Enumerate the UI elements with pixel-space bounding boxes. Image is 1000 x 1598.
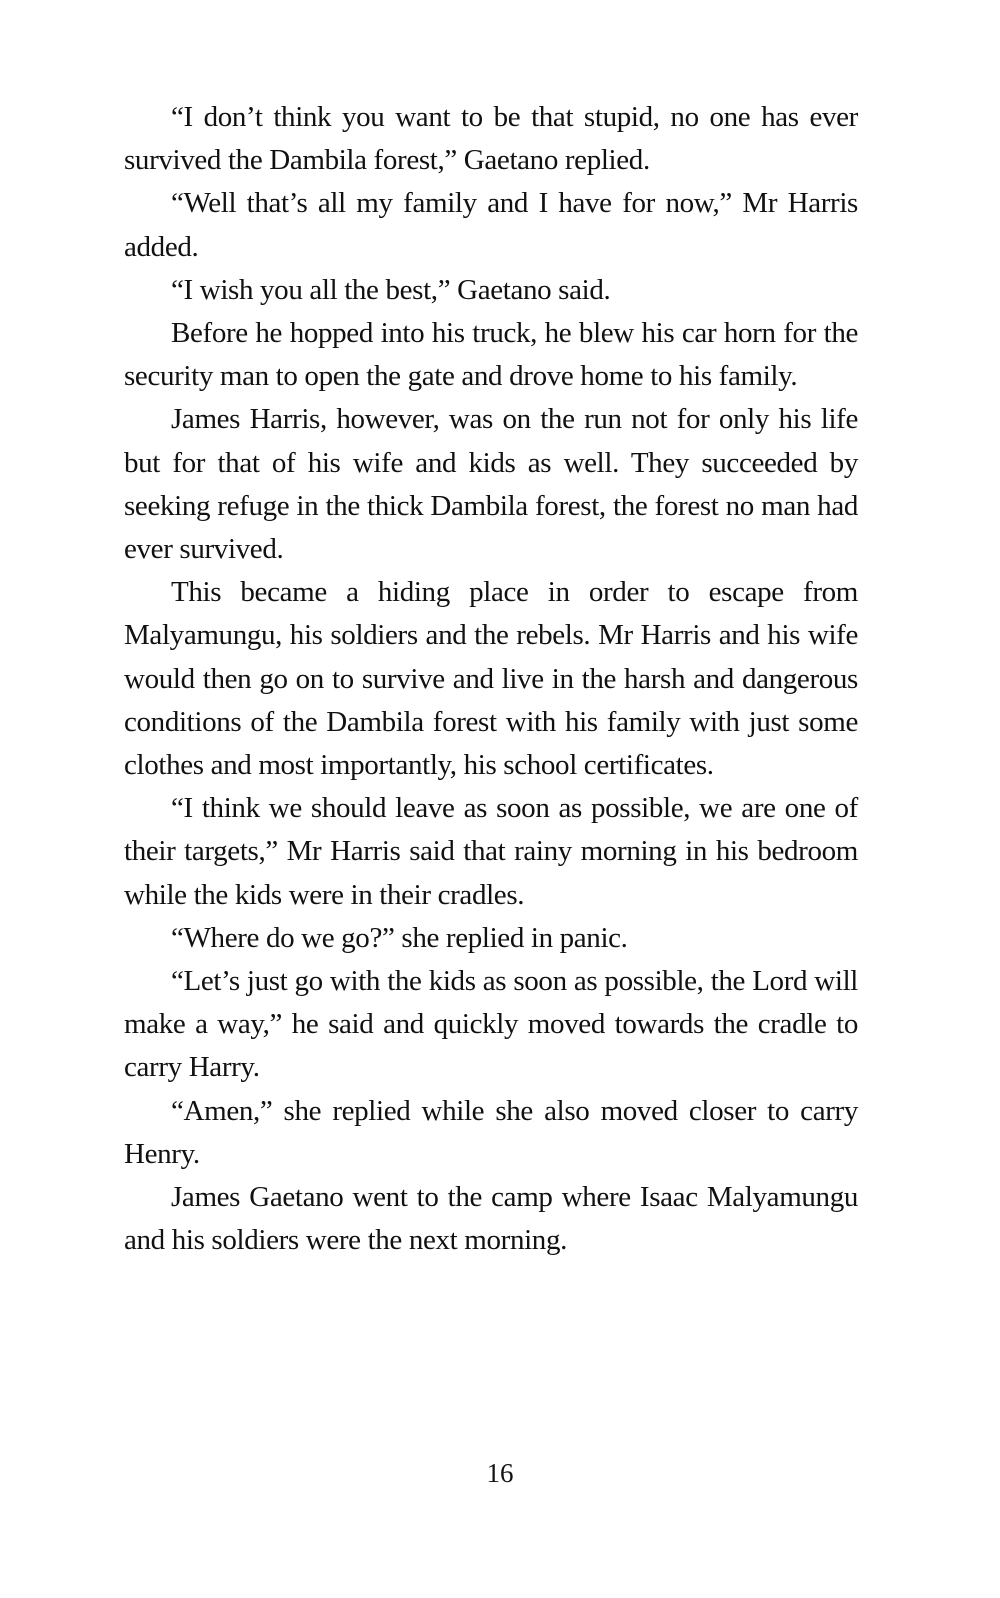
paragraph: James Harris, however, was on the run not for only his life but for that of his wife and kids as well. They succeeded by seeking refuge in the thick Dambila forest, the forest no man had ever survived. bbox=[124, 403, 858, 566]
page-number: 16 bbox=[486, 1458, 514, 1488]
paragraph: “Where do we go?” she replied in panic. bbox=[171, 921, 628, 954]
paragraph: This became a hiding place in order to escape from Malyamungu, his soldiers and the rebels. Mr Harris and his wife would then go on to survive and live in the harsh and dangerous conditions of the Dambila forest with his family with just some clothes and most importantly, his school certificates. bbox=[124, 576, 858, 782]
paragraph: Before he hopped into his truck, he blew his car horn for the security man to open the gate and drove home to his family. bbox=[124, 317, 858, 393]
page-body bbox=[124, 96, 858, 1262]
paragraph: James Gaetano went to the camp where Isaac Malyamungu and his soldiers were the next morning. bbox=[124, 1181, 858, 1257]
paragraph: “Amen,” she replied while she also moved closer to carry Henry. bbox=[124, 1094, 858, 1170]
paragraph: “I don’t think you want to be that stupid, no one has ever survived the Dambila forest,” Gaetano replied. bbox=[124, 101, 858, 177]
paragraph: “Let’s just go with the kids as soon as possible, the Lord will make a way,” he said and quickly moved towards the cradle to carry Harry. bbox=[124, 965, 858, 1084]
paragraph: “I wish you all the best,” Gaetano said. bbox=[171, 273, 611, 306]
paragraph: “Well that’s all my family and I have for now,” Mr Harris added. bbox=[124, 187, 858, 263]
paragraph: “I think we should leave as soon as possible, we are one of their targets,” Mr Harris said that rainy morning in his bedroom while the kids were in their cradles. bbox=[124, 792, 858, 911]
